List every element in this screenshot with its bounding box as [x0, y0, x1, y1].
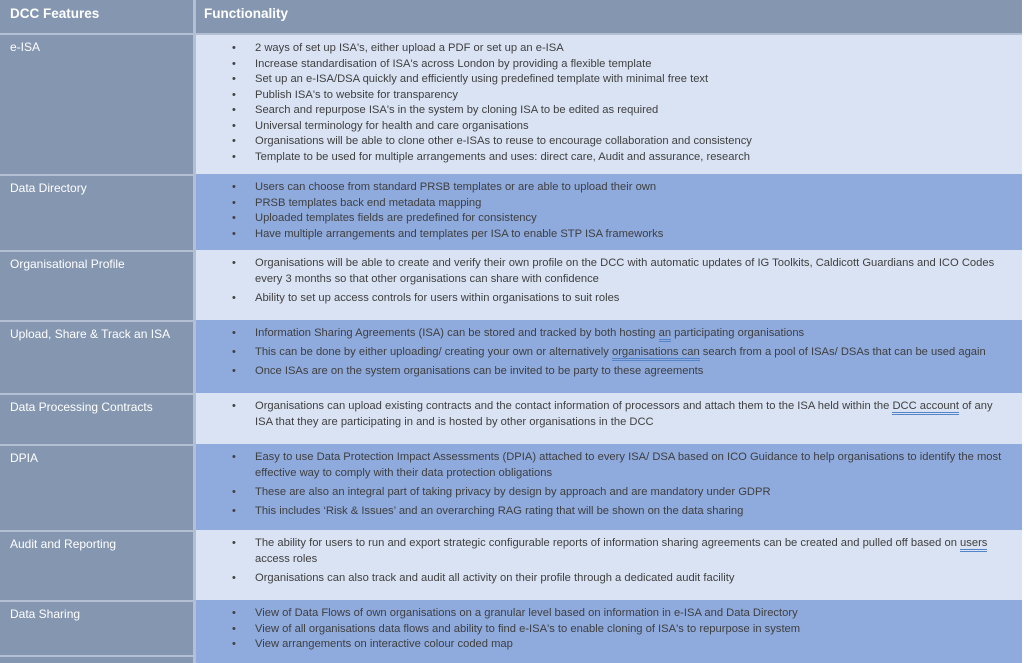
- bullet-text: [255, 450, 1012, 481]
- header-cell-functionality: Functionality: [196, 0, 1022, 35]
- bullet-item: [196, 622, 1012, 638]
- bullet-item: [196, 88, 1012, 104]
- bullet-text: [255, 345, 1012, 361]
- feature-label: e-ISA: [10, 40, 41, 54]
- bullet-item: [196, 134, 1012, 150]
- grammar-underlined-text: an: [659, 327, 671, 342]
- bullet-icon: •: [232, 42, 236, 54]
- bullet-text: [255, 196, 1012, 212]
- bullet-text: [255, 637, 1012, 653]
- feature-cell: [0, 393, 196, 444]
- bullet-text: [255, 134, 1012, 150]
- grammar-underlined-text: users: [960, 537, 987, 552]
- bullet-item: [196, 637, 1012, 653]
- bullet-icon: •: [232, 88, 236, 101]
- bullet-text: [255, 256, 1012, 287]
- bullet-text: [255, 364, 1012, 380]
- functionality-cell: [196, 393, 1022, 444]
- feature-label: Data Processing Contracts: [10, 400, 153, 414]
- table-row: [0, 393, 1022, 444]
- feature-label: Data Sharing: [10, 607, 81, 621]
- text-segment: Organisations will be able to create and verify their own profile on the DCC with automatic updates of IG Toolkits, Caldicott Guardians and ICO Codes every 3 months so that other organisations can share with confidence: [255, 257, 995, 285]
- feature-label: Audit and Reporting: [10, 537, 117, 551]
- text-segment: Organisations can upload existing contracts and the contact information of processors and attach them to the ISA held within the: [255, 400, 893, 412]
- text-segment: Organisations will be able to clone other e-ISAs to reuse to encourage collaboration and consistency: [255, 135, 752, 147]
- bullet-icon: •: [232, 400, 236, 412]
- bullet-icon: •: [232, 622, 236, 635]
- text-segment: The ability for users to run and export strategic configurable reports of information sharing agreements can be created and pulled off based on: [255, 537, 961, 549]
- functionality-cell: [196, 444, 1022, 530]
- text-segment: access roles: [255, 552, 318, 565]
- text-segment: Information Sharing Agreements (ISA) can be stored and tracked by both hosting: [255, 327, 659, 339]
- table-body: [0, 35, 1022, 663]
- bullet-item: [196, 256, 1012, 287]
- feature-label: Data Directory: [10, 181, 87, 195]
- bullet-item: [196, 571, 1012, 587]
- bullet-text: [255, 57, 1012, 73]
- bullet-icon: •: [232, 537, 236, 549]
- text-segment: View of Data Flows of own organisations on a granular level based on information in e-ISA and Data Directory: [255, 607, 798, 619]
- bullet-item: [196, 485, 1012, 501]
- bullet-item: [196, 196, 1012, 212]
- bullet-item: [196, 399, 1012, 430]
- text-segment: Organisations can also track and audit all activity on their profile through a dedicated audit facility: [255, 571, 735, 584]
- functionality-cell: [196, 35, 1022, 174]
- bullet-item: [196, 211, 1012, 227]
- bullet-text: [255, 72, 1012, 88]
- text-segment: Once ISAs are on the system organisations can be invited to be party to these agreements: [255, 365, 704, 377]
- text-segment: View arrangements on interactive colour coded map: [255, 638, 513, 650]
- bullet-item: [196, 606, 1012, 622]
- bullet-icon: •: [232, 607, 236, 619]
- bullet-icon: •: [232, 227, 236, 240]
- feature-cell: [0, 530, 196, 600]
- bullet-icon: •: [232, 150, 236, 163]
- bullet-text: [255, 150, 1012, 166]
- bullet-icon: •: [232, 638, 236, 650]
- functionality-cell: [196, 600, 1022, 663]
- bullet-icon: •: [232, 365, 236, 377]
- table-row: [0, 250, 1022, 320]
- bullet-icon: •: [232, 73, 236, 85]
- functionality-cell: [196, 320, 1022, 393]
- bullet-item: [196, 536, 1012, 567]
- text-segment: Users can choose from standard PRSB templates or are able to upload their own: [255, 181, 657, 193]
- feature-cell: [0, 35, 196, 174]
- bullet-icon: •: [232, 327, 236, 339]
- bullet-icon: •: [232, 451, 236, 463]
- bullet-item: [196, 150, 1012, 166]
- bullet-icon: •: [232, 485, 236, 498]
- bullet-text: [255, 227, 1012, 243]
- bullet-icon: •: [232, 504, 236, 517]
- bullet-icon: •: [232, 571, 236, 584]
- bullet-icon: •: [232, 257, 236, 269]
- text-segment: Set up an e-ISA/DSA quickly and efficiently using predefined template with minimal free text: [255, 73, 709, 85]
- feature-cell: [0, 174, 196, 250]
- table-row: [0, 600, 1022, 663]
- bullet-item: [196, 180, 1012, 196]
- bullet-item: [196, 103, 1012, 119]
- text-segment: View of all organisations data flows and ability to find e-ISA's to enable cloning of ISA's to repurpose in system: [255, 622, 801, 635]
- text-segment: participating organisations: [671, 327, 805, 339]
- functionality-cell: [196, 530, 1022, 600]
- feature-label: Upload, Share & Track an ISA: [10, 327, 171, 341]
- functionality-cell: [196, 250, 1022, 320]
- text-segment: Easy to use Data Protection Impact Assessments (DPIA) attached to every ISA/ DSA based on ICO Guidance to help organisations to identify the most effective way to comply with their data protection obligations: [255, 451, 1002, 479]
- feature-label: DPIA: [10, 451, 39, 465]
- bullet-icon: •: [232, 135, 236, 147]
- bullet-text: [255, 41, 1012, 57]
- bullet-text: [255, 504, 1012, 520]
- bullet-text: [255, 622, 1012, 638]
- table-row: [0, 530, 1022, 600]
- bullet-text: [255, 291, 1012, 307]
- bullet-icon: •: [232, 291, 236, 304]
- grammar-underlined-text: DCC account: [892, 400, 959, 415]
- bullet-icon: •: [232, 212, 236, 224]
- feature-label: Organisational Profile: [10, 257, 125, 271]
- bullet-icon: •: [232, 181, 236, 193]
- feature-cell: [0, 250, 196, 320]
- bullet-item: [196, 57, 1012, 73]
- bullet-icon: •: [232, 119, 236, 132]
- bullet-text: [255, 88, 1012, 104]
- bullet-text: [255, 180, 1012, 196]
- table-row: [0, 174, 1022, 250]
- header-cell-dcc-features: DCC Features: [0, 0, 196, 35]
- table-header-row: [0, 0, 1022, 35]
- table-row: [0, 320, 1022, 393]
- text-segment: Ability to set up access controls for users within organisations to suit roles: [255, 291, 620, 304]
- bullet-item: [196, 227, 1012, 243]
- bullet-text: [255, 571, 1012, 587]
- text-segment: Publish ISA's to website for transparency: [255, 88, 458, 101]
- bullet-item: [196, 291, 1012, 307]
- bullet-icon: •: [232, 196, 236, 209]
- text-segment: This can be done by either uploading/ creating your own or alternatively: [255, 346, 612, 358]
- table-row: [0, 444, 1022, 530]
- bullet-text: [255, 536, 1012, 567]
- bullet-item: [196, 450, 1012, 481]
- bullet-item: [196, 345, 1012, 361]
- feature-cell: [0, 320, 196, 393]
- bullet-icon: •: [232, 104, 236, 116]
- text-segment: Uploaded templates fields are predefined for consistency: [255, 212, 537, 224]
- bullet-text: [255, 119, 1012, 135]
- bullet-text: [255, 326, 1012, 342]
- text-segment: PRSB templates back end metadata mapping: [255, 196, 482, 209]
- bullet-icon: •: [232, 57, 236, 70]
- text-segment: 2 ways of set up ISA's, either upload a PDF or set up an e-ISA: [255, 42, 564, 54]
- feature-cell: [0, 600, 196, 663]
- text-segment: Search and repurpose ISA's in the system by cloning ISA to be edited as required: [255, 104, 659, 116]
- functionality-cell: [196, 174, 1022, 250]
- text-segment: Template to be used for multiple arrangements and uses: direct care, Audit and assurance, research: [255, 150, 751, 163]
- text-segment: This includes ‘Risk & Issues’ and an overarching RAG rating that will be shown on the data sharing: [255, 504, 744, 517]
- bullet-text: [255, 399, 1012, 430]
- bullet-item: [196, 326, 1012, 342]
- text-segment: Universal terminology for health and care organisations: [255, 119, 529, 132]
- text-segment: of any ISA that they are participating in and is hosted by other organisations in the DCC: [255, 400, 993, 428]
- bullet-icon: •: [232, 346, 236, 358]
- text-segment: search from a pool of ISAs/ DSAs that can be used again: [699, 346, 986, 358]
- bullet-text: [255, 485, 1012, 501]
- table-row: [0, 35, 1022, 174]
- bullet-text: [255, 103, 1012, 119]
- text-segment: These are also an integral part of taking privacy by design by approach and are mandatory under GDPR: [255, 485, 771, 498]
- bullet-text: [255, 211, 1012, 227]
- text-segment: Have multiple arrangements and templates per ISA to enable STP ISA frameworks: [255, 227, 664, 240]
- feature-cell: [0, 444, 196, 530]
- bullet-item: [196, 119, 1012, 135]
- bullet-text: [255, 606, 1012, 622]
- bullet-item: [196, 72, 1012, 88]
- bullet-item: [196, 364, 1012, 380]
- bullet-item: [196, 504, 1012, 520]
- bullet-item: [196, 41, 1012, 57]
- text-segment: Increase standardisation of ISA's across London by providing a flexible template: [255, 57, 652, 70]
- grammar-underlined-text: organisations can: [612, 346, 700, 361]
